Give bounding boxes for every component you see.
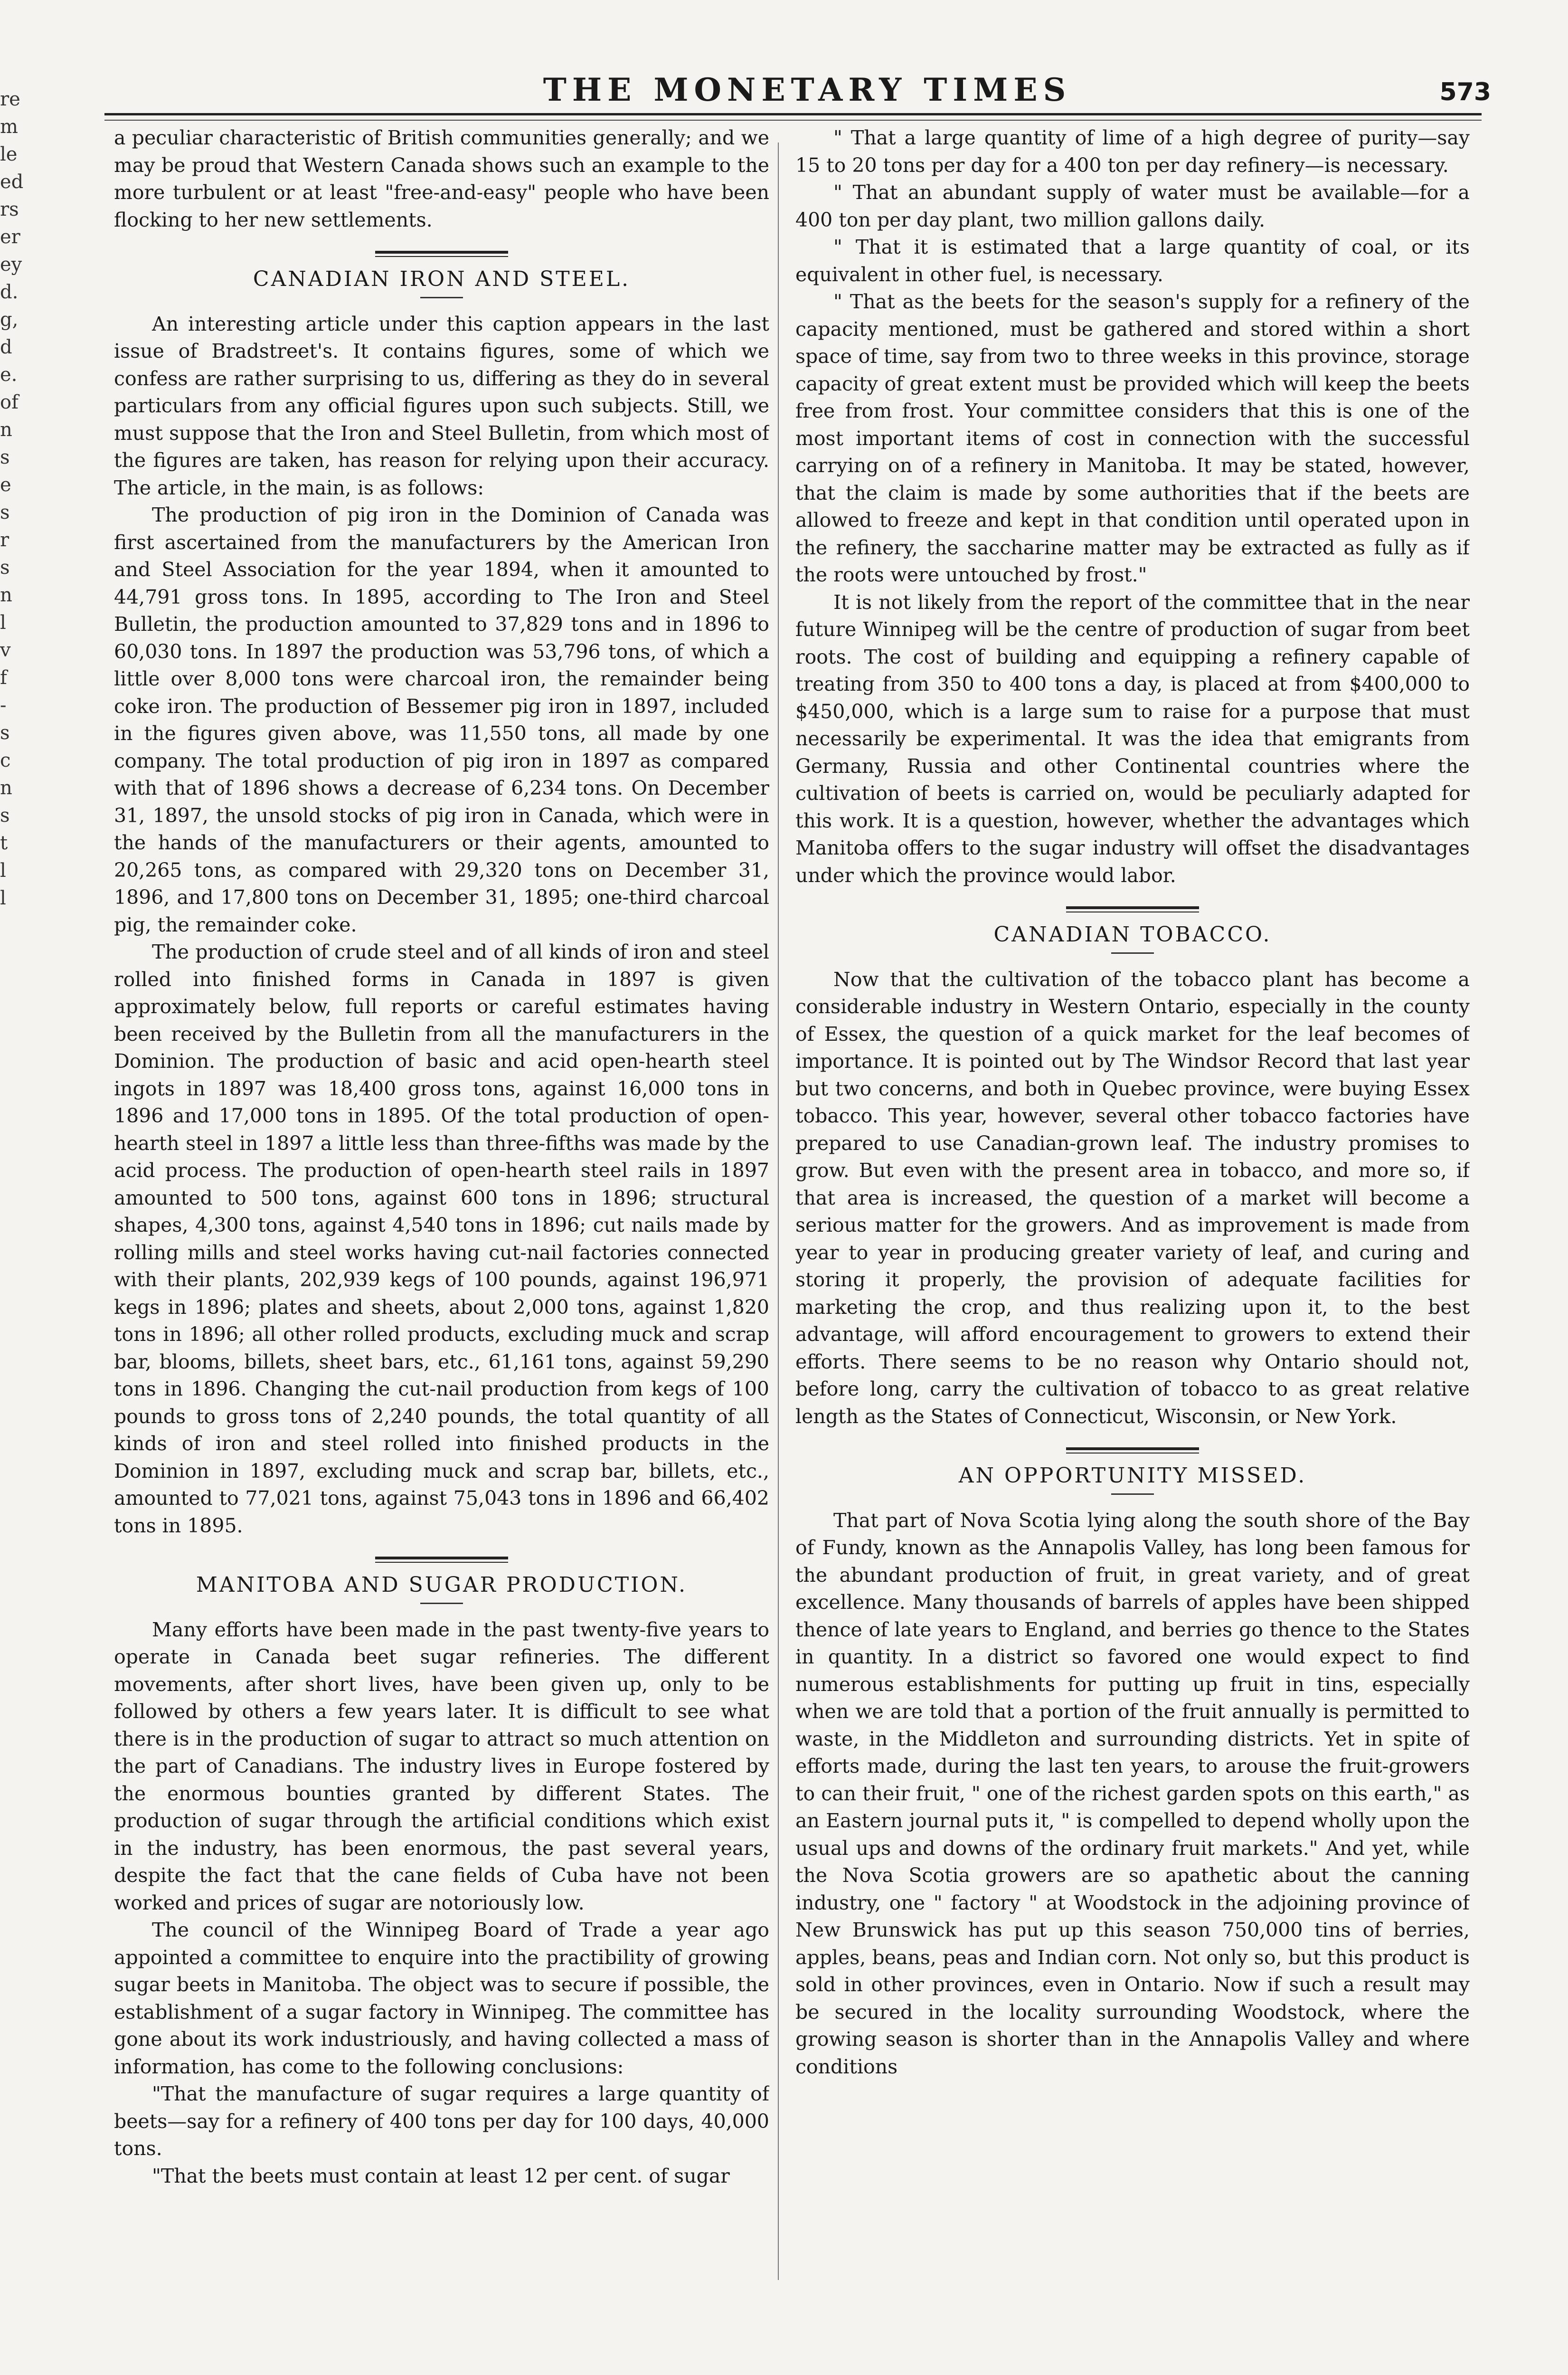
margin-fragment: t bbox=[0, 832, 8, 854]
page-number: 573 bbox=[1439, 78, 1491, 106]
tobacco-heading-block bbox=[795, 906, 1470, 954]
article-paragraph: " That a large quantity of lime of a high degree of purity—say 15 to 20 tons per day for a 400 ton per day refinery—is necessary. bbox=[795, 126, 1470, 177]
iron-steel-heading: CANADIAN IRON AND STEEL. bbox=[253, 267, 631, 291]
opportunity-heading-block bbox=[795, 1447, 1470, 1495]
margin-fragment: er bbox=[0, 226, 20, 248]
margin-fragment: re bbox=[0, 88, 20, 110]
heading-rule bbox=[420, 297, 463, 298]
margin-fragment: v bbox=[0, 639, 11, 661]
article-paragraph: " That an abundant supply of water must be available—for a 400 ton per day plant, two million gallons daily. bbox=[795, 181, 1470, 231]
section-divider bbox=[1066, 906, 1199, 912]
heading-rule bbox=[420, 1603, 463, 1604]
article-paragraph: The council of the Winnipeg Board of Trade a year ago appointed a committee to enquire into the practibility of growing sugar beets in Manitoba. The object was to secure if possible, the establishment of a sugar factory in Winnipeg. The committee has gone about its work industriously, and having collected a mass of information, has come to the following conclusions: bbox=[114, 1919, 769, 2078]
masthead-rule bbox=[104, 113, 1482, 115]
margin-fragment: f bbox=[0, 667, 7, 689]
intro-paragraph: a peculiar characteristic of British communities generally; and we may be proud that Western Canada shows such an example to the more turbulent or at least "free-and-easy" people who have been flocking to her new settlements. bbox=[114, 126, 769, 231]
sugar-heading-block bbox=[114, 1557, 769, 1604]
margin-fragment: d. bbox=[0, 281, 19, 303]
article-paragraph: The production of pig iron in the Dominion of Canada was first ascertained from the manufacturers by the American Iron and Steel Association for the year 1894, when it amounted to 44,791 gross tons. In 1895, according to The Iron and Steel Bulletin, the production amounted to 37,829 tons and in 1896 to 60,030 tons. In 1897 the production was 53,796 tons, of which a little over 8,000 tons were charcoal iron, the remainder being coke iron. The production of Bessemer pig iron in 1897, included in the figures given above, was 11,550 tons, all made by one company. The total production of pig iron in 1897 as compared with that of 1896 shows a decrease of 6,234 tons. On December 31, 1897, the unsold stocks of pig iron in Canada, which were in the hands of the manufacturers or their agents, amounted to 20,265 tons, as compared with 29,320 tons on December 31, 1896, and 17,800 tons on December 31, 1895; one-third charcoal pig, the remainder coke. bbox=[114, 504, 769, 936]
margin-fragment: le bbox=[0, 143, 18, 165]
margin-fragment: - bbox=[0, 694, 7, 716]
section-divider bbox=[375, 251, 508, 257]
margin-fragment: n bbox=[0, 777, 12, 799]
margin-fragment: r bbox=[0, 529, 9, 551]
publication-title: THE MONETARY TIMES bbox=[543, 71, 1072, 108]
margin-fragment: l bbox=[0, 612, 6, 634]
article-paragraph: It is not likely from the report of the committee that in the near future Winnipeg will be the centre of production of sugar from beet roots. The cost of building and equipping a refinery capable of treating from 350 to 400 tons a day, is placed at from $400,000 to $450,000, which is a large sum to raise for a purpose that must necessarily be experimental. It was the idea that emigrants from Germany, Russia and other Continental countries where the cultivation of beets is carried on, would be peculiarly adapted for this work. It is a question, however, whether the advantages which Manitoba offers to the sugar industry will offset the disadvantages under which the province would labor. bbox=[795, 590, 1470, 887]
margin-fragment: rs bbox=[0, 199, 19, 220]
heading-rule bbox=[1111, 952, 1154, 954]
article-paragraph: "That the beets must contain at least 12 per cent. of sugar bbox=[152, 2164, 730, 2187]
article-paragraph: Many efforts have been made in the past twenty-five years to operate in Canada beet sugar refineries. The different movements, after short lives, have been given up, only to be followed by others a few years later. It is difficult to see what there is in the production of sugar to attract so much attention on the part of Canadians. The industry lives in Europe fostered by the enormous bounties granted by different States. The production of sugar through the artificial conditions which exist in the industry, has been enormous, the past several years, despite the fact that the cane fields of Cuba have not been worked and prices of sugar are notoriously low. bbox=[114, 1618, 769, 1914]
section-divider bbox=[1066, 1447, 1199, 1454]
margin-fragment: n bbox=[0, 419, 12, 441]
margin-fragment: l bbox=[0, 887, 6, 909]
margin-fragment: ed bbox=[0, 171, 24, 193]
article-paragraph: " That as the beets for the season's supply for a refinery of the capacity mentioned, must be gathered and stored within a short space of time, say from two to three weeks in this province, storage capacity of great extent must be provided which will keep the beets free from frost. Your committee considers that this is one of the most important items of cost in connection with the successful carrying on of a refinery in Manitoba. It may be stated, however, that the claim is made by some authorities that if the beets are allowed to freeze and kept in that condition until operated upon in the refinery, the saccharine matter may be extracted as fully as if the roots were untouched by frost." bbox=[795, 290, 1470, 586]
margin-fragment: c bbox=[0, 750, 11, 771]
iron-steel-heading-block bbox=[114, 251, 769, 298]
section-divider bbox=[375, 1557, 508, 1563]
margin-fragment: e. bbox=[0, 364, 18, 386]
margin-fragment: s bbox=[0, 502, 10, 523]
masthead bbox=[114, 71, 1501, 108]
margin-fragment: l bbox=[0, 860, 6, 882]
margin-fragment: ey bbox=[0, 254, 22, 276]
opportunity-heading: AN OPPORTUNITY MISSED. bbox=[958, 1463, 1307, 1488]
heading-rule bbox=[1111, 1493, 1154, 1495]
right-column bbox=[795, 124, 1470, 2357]
masthead-rule-thin bbox=[104, 120, 1482, 121]
facing-page-margin bbox=[0, 86, 28, 1130]
article-paragraph: Now that the cultivation of the tobacco plant has become a considerable industry in Western Ontario, especially in the county of Essex, the question of a quick market for the leaf becomes of importance. It is pointed out by The Windsor Record that last year but two concerns, and both in Quebec province, were buying Essex tobacco. This year, however, several other tobacco factories have prepared to use Canadian-grown leaf. The industry promises to grow. But even with the present area in tobacco, and more so, if that area is increased, the question of a market will become a serious matter for the growers. And as improvement is made from year to year in producing greater variety of leaf, and curing and storing it properly, the provision of adequate facilities for marketing the crop, and thus realizing upon it, to the best advantage, will afford encouragement to growers to extend their efforts. There seems to be no reason why Ontario should not, before long, carry the cultivation of tobacco to as great relative length as the States of Connecticut, Wisconsin, or New York. bbox=[795, 968, 1470, 1428]
column-divider bbox=[778, 142, 779, 2280]
article-paragraph: "That the manufacture of sugar requires a large quantity of beets—say for a refinery of 400 tons per day for 100 days, 40,000 tons. bbox=[114, 2082, 769, 2160]
margin-fragment: n bbox=[0, 584, 12, 606]
margin-fragment: s bbox=[0, 557, 10, 579]
margin-fragment: s bbox=[0, 805, 10, 826]
margin-fragment: d bbox=[0, 336, 12, 358]
left-column bbox=[114, 124, 769, 2357]
margin-fragment: s bbox=[0, 446, 10, 468]
article-paragraph: An interesting article under this caption appears in the last issue of Bradstreet's. It contains figures, some of which we confess are rather surprising to us, differing as they do in several particulars from any official figures upon such subjects. Still, we must suppose that the Iron and Steel Bulletin, from which most of the figures are taken, has reason for relying upon their accuracy. The article, in the main, is as follows: bbox=[114, 312, 769, 499]
margin-fragment: e bbox=[0, 474, 11, 496]
article-paragraph: " That it is estimated that a large quantity of coal, or its equivalent in other fuel, is necessary. bbox=[795, 236, 1470, 286]
article-paragraph: That part of Nova Scotia lying along the south shore of the Bay of Fundy, known as the Annapolis Valley, has long been famous for the abundant production of fruit, in great variety, and of great excellence. Many thousands of barrels of apples have been shipped thence of late years to England, and berries go thence to the States in quantity. In a district so favored one would expect to find numerous establishments for putting up fruit in tins, especially when we are told that a portion of the fruit annually is permitted to waste, in the Middleton and surrounding districts. Yet in spite of efforts made, during the last ten years, to arouse the fruit-growers to can their fruit, " one of the richest garden spots on this earth," as an Eastern journal puts it, " is compelled to depend wholly upon the usual ups and downs of the ordinary fruit markets." And yet, while the Nova Scotia growers are so apathetic about the canning industry, one " factory " at Woodstock in the adjoining province of New Brunswick has put up this season 750,000 tins of berries, apples, beans, peas and Indian corn. Not only so, but this product is sold in other provinces, even in Ontario. Now if such a result may be secured in the locality surrounding Woodstock, where the growing season is shorter than in the Annapolis Valley and where conditions bbox=[795, 1509, 1470, 2078]
margin-fragment: m bbox=[0, 116, 18, 138]
sugar-heading: MANITOBA AND SUGAR PRODUCTION. bbox=[196, 1573, 688, 1597]
article-paragraph: The production of crude steel and of all kinds of iron and steel rolled into finished forms in Canada in 1897 is given approximately below, full reports or careful estimates having been received by the Bulletin from all the manufacturers in the Dominion. The production of basic and acid open-hearth steel ingots in 1897 was 18,400 gross tons, against 16,000 tons in 1896 and 17,000 tons in 1895. Of the total production of open-hearth steel in 1897 a little less than three-fifths was made by the acid process. The production of open-hearth steel rails in 1897 amounted to 500 tons, against 600 tons in 1896; structural shapes, 4,300 tons, against 4,540 tons in 1896; cut nails made by rolling mills and steel works having cut-nail factories connected with their plants, 202,939 kegs of 100 pounds, against 196,971 kegs in 1896; plates and sheets, about 2,000 tons, against 1,820 tons in 1896; all other rolled products, excluding muck and scrap bar, blooms, billets, sheet bars, etc., 61,161 tons, against 59,290 tons in 1896. Changing the cut-nail production from kegs of 100 pounds to gross tons of 2,240 pounds, the total quantity of all kinds of iron and steel rolled into finished products in the Dominion in 1897, excluding muck and scrap bar, billets, etc., amounted to 77,021 tons, against 75,043 tons in 1896 and 66,402 tons in 1895. bbox=[114, 940, 769, 1537]
margin-fragment: g, bbox=[0, 309, 19, 331]
margin-fragment: of bbox=[0, 391, 19, 413]
margin-fragment: s bbox=[0, 722, 10, 744]
tobacco-heading: CANADIAN TOBACCO. bbox=[993, 922, 1272, 947]
